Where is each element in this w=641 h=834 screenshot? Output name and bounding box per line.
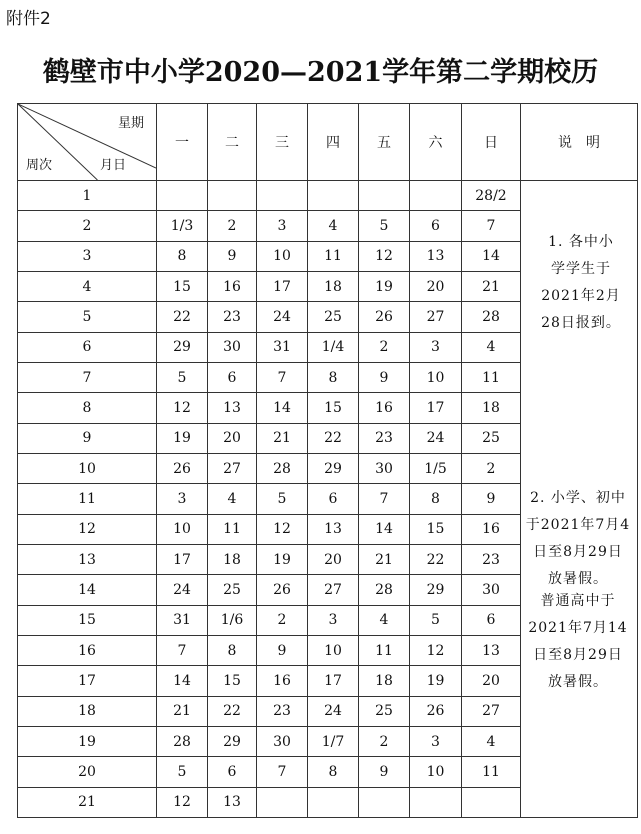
header-week-label: 周次: [26, 158, 53, 173]
date-cell: 7: [257, 757, 308, 787]
date-cell: [359, 787, 410, 817]
date-cell: 16: [462, 514, 521, 544]
date-cell: 6: [462, 605, 521, 635]
date-cell: 24: [410, 423, 462, 453]
date-cell: 14: [157, 666, 208, 696]
date-cell: 18: [208, 544, 257, 574]
week-number-cell: 3: [18, 241, 157, 271]
day-header-sun: 日: [462, 104, 521, 181]
note-summer-vacation-senior: [523, 588, 633, 696]
date-cell: 14: [359, 514, 410, 544]
day-header-tue: 二: [208, 104, 257, 181]
week-number-cell: 16: [18, 635, 157, 665]
page-title: 鹤壁市中小学2020—2021学年第二学期校历: [42, 57, 599, 88]
date-cell: 19: [157, 423, 208, 453]
day-header-sat: 六: [410, 104, 462, 181]
date-cell: 22: [410, 544, 462, 574]
week-number-cell: 18: [18, 696, 157, 726]
date-cell: 16: [257, 666, 308, 696]
diagonal-header-cell: [18, 104, 157, 181]
date-cell: 24: [308, 696, 359, 726]
date-cell: 17: [257, 271, 308, 301]
week-number-cell: 20: [18, 757, 157, 787]
date-cell: [359, 181, 410, 211]
date-cell: 2: [359, 726, 410, 756]
date-cell: 5: [359, 211, 410, 241]
date-cell: 4: [359, 605, 410, 635]
date-cell: [257, 787, 308, 817]
date-cell: 11: [208, 514, 257, 544]
date-cell: 25: [308, 302, 359, 332]
date-cell: 13: [208, 787, 257, 817]
date-cell: 8: [308, 757, 359, 787]
note-line: 28日报到。: [541, 315, 621, 331]
date-cell: [410, 181, 462, 211]
note-line: 1. 各中小: [548, 234, 614, 250]
date-cell: 31: [157, 605, 208, 635]
date-cell: 18: [359, 666, 410, 696]
date-cell: 31: [257, 332, 308, 362]
date-cell: 4: [208, 484, 257, 514]
date-cell: 3: [410, 332, 462, 362]
date-cell: 24: [257, 302, 308, 332]
date-cell: 12: [157, 393, 208, 423]
date-cell: 30: [257, 726, 308, 756]
date-cell: 26: [410, 696, 462, 726]
date-cell: 16: [359, 393, 410, 423]
date-cell: 5: [257, 484, 308, 514]
date-cell: 15: [308, 393, 359, 423]
week-number-cell: 8: [18, 393, 157, 423]
date-cell: [308, 787, 359, 817]
date-cell: 4: [462, 726, 521, 756]
date-cell: 11: [308, 241, 359, 271]
date-cell: 14: [462, 241, 521, 271]
date-cell: 12: [410, 635, 462, 665]
date-cell: 27: [308, 575, 359, 605]
week-number-cell: 6: [18, 332, 157, 362]
date-cell: [257, 181, 308, 211]
date-cell: 22: [308, 423, 359, 453]
date-cell: 25: [462, 423, 521, 453]
date-cell: 18: [462, 393, 521, 423]
date-cell: [208, 181, 257, 211]
day-header-mon: 一: [157, 104, 208, 181]
week-number-cell: 10: [18, 453, 157, 483]
date-cell: 23: [257, 696, 308, 726]
date-cell: 9: [462, 484, 521, 514]
date-cell: 27: [208, 453, 257, 483]
note-line: 于2021年7月4: [525, 517, 631, 533]
date-cell: 5: [157, 757, 208, 787]
date-cell: 20: [410, 271, 462, 301]
date-cell: 6: [308, 484, 359, 514]
date-cell: 1/7: [308, 726, 359, 756]
date-cell: 23: [462, 544, 521, 574]
date-cell: 10: [257, 241, 308, 271]
date-cell: 7: [359, 484, 410, 514]
date-cell: 6: [208, 757, 257, 787]
note-line: 放暑假。: [548, 674, 608, 690]
date-cell: 3: [257, 211, 308, 241]
date-cell: [157, 181, 208, 211]
date-cell: 30: [462, 575, 521, 605]
date-cell: 7: [257, 362, 308, 392]
date-cell: 11: [359, 635, 410, 665]
date-cell: 27: [410, 302, 462, 332]
date-cell: 3: [308, 605, 359, 635]
date-cell: 26: [257, 575, 308, 605]
date-cell: 10: [410, 757, 462, 787]
date-cell: 28/2: [462, 181, 521, 211]
date-cell: 7: [157, 635, 208, 665]
notes-header: 说 明: [521, 104, 638, 181]
date-cell: 22: [157, 302, 208, 332]
date-cell: 29: [208, 726, 257, 756]
date-cell: 5: [410, 605, 462, 635]
date-cell: 17: [157, 544, 208, 574]
date-cell: 2: [208, 211, 257, 241]
week-number-cell: 13: [18, 544, 157, 574]
date-cell: 10: [308, 635, 359, 665]
date-cell: 8: [208, 635, 257, 665]
date-cell: 18: [308, 271, 359, 301]
date-cell: 3: [157, 484, 208, 514]
date-cell: 15: [157, 271, 208, 301]
week-number-cell: 15: [18, 605, 157, 635]
week-number-cell: 5: [18, 302, 157, 332]
day-header-fri: 五: [359, 104, 410, 181]
date-cell: 12: [157, 787, 208, 817]
note-report-date: [529, 229, 633, 337]
date-cell: 15: [208, 666, 257, 696]
week-number-cell: 11: [18, 484, 157, 514]
date-cell: 28: [257, 453, 308, 483]
date-cell: 12: [257, 514, 308, 544]
date-cell: 10: [157, 514, 208, 544]
date-cell: [308, 181, 359, 211]
date-cell: 28: [462, 302, 521, 332]
date-cell: 25: [359, 696, 410, 726]
note-line: 普通高中于: [540, 593, 616, 609]
attachment-label: 附件2: [6, 9, 51, 29]
date-cell: 26: [157, 453, 208, 483]
date-cell: 30: [208, 332, 257, 362]
date-cell: 12: [359, 241, 410, 271]
date-cell: 9: [257, 635, 308, 665]
note-summer-vacation-primary-junior: [523, 485, 633, 593]
date-cell: 8: [157, 241, 208, 271]
date-cell: 9: [359, 362, 410, 392]
date-cell: 20: [208, 423, 257, 453]
date-cell: 21: [462, 271, 521, 301]
notes-cell: [521, 181, 638, 818]
note-line: 日至8月29日: [533, 647, 623, 663]
table-row: [18, 181, 638, 211]
date-cell: 28: [157, 726, 208, 756]
week-number-cell: 7: [18, 362, 157, 392]
date-cell: 10: [410, 362, 462, 392]
week-number-cell: 1: [18, 181, 157, 211]
date-cell: 1/3: [157, 211, 208, 241]
date-cell: 13: [208, 393, 257, 423]
date-cell: 19: [410, 666, 462, 696]
date-cell: 29: [410, 575, 462, 605]
date-cell: 20: [462, 666, 521, 696]
date-cell: 23: [359, 423, 410, 453]
date-cell: 6: [208, 362, 257, 392]
date-cell: 4: [308, 211, 359, 241]
date-cell: 13: [410, 241, 462, 271]
date-cell: 2: [359, 332, 410, 362]
date-cell: 8: [308, 362, 359, 392]
date-cell: 13: [462, 635, 521, 665]
date-cell: 20: [308, 544, 359, 574]
header-row: [18, 104, 638, 181]
date-cell: 28: [359, 575, 410, 605]
week-number-cell: 9: [18, 423, 157, 453]
date-cell: 7: [462, 211, 521, 241]
date-cell: 9: [208, 241, 257, 271]
week-number-cell: 14: [18, 575, 157, 605]
week-number-cell: 21: [18, 787, 157, 817]
week-number-cell: 2: [18, 211, 157, 241]
note-line: 学学生于: [551, 261, 611, 277]
header-weekday-label: 星期: [117, 116, 144, 131]
date-cell: 24: [157, 575, 208, 605]
day-header-thu: 四: [308, 104, 359, 181]
date-cell: 1/5: [410, 453, 462, 483]
date-cell: 21: [157, 696, 208, 726]
date-cell: 21: [359, 544, 410, 574]
date-cell: 11: [462, 362, 521, 392]
week-number-cell: 17: [18, 666, 157, 696]
date-cell: 15: [410, 514, 462, 544]
date-cell: 27: [462, 696, 521, 726]
header-date-label: 月日: [99, 158, 126, 173]
note-line: 放暑假。: [548, 571, 608, 587]
date-cell: 5: [157, 362, 208, 392]
date-cell: 13: [308, 514, 359, 544]
note-line: 2021年2月: [541, 288, 621, 304]
date-cell: 1/4: [308, 332, 359, 362]
date-cell: 16: [208, 271, 257, 301]
date-cell: 2: [257, 605, 308, 635]
date-cell: 2: [462, 453, 521, 483]
note-line: 日至8月29日: [533, 544, 623, 560]
date-cell: 21: [257, 423, 308, 453]
date-cell: 17: [410, 393, 462, 423]
date-cell: [462, 787, 521, 817]
date-cell: 29: [308, 453, 359, 483]
date-cell: 6: [410, 211, 462, 241]
date-cell: 17: [308, 666, 359, 696]
day-header-wed: 三: [257, 104, 308, 181]
date-cell: 8: [410, 484, 462, 514]
date-cell: 30: [359, 453, 410, 483]
date-cell: 23: [208, 302, 257, 332]
date-cell: 4: [462, 332, 521, 362]
date-cell: 14: [257, 393, 308, 423]
date-cell: 9: [359, 757, 410, 787]
note-line: 2. 小学、初中: [530, 490, 626, 506]
week-number-cell: 19: [18, 726, 157, 756]
school-calendar-table: [17, 103, 638, 818]
date-cell: 25: [208, 575, 257, 605]
date-cell: 29: [157, 332, 208, 362]
week-number-cell: 4: [18, 271, 157, 301]
date-cell: 22: [208, 696, 257, 726]
date-cell: 26: [359, 302, 410, 332]
date-cell: 3: [410, 726, 462, 756]
date-cell: 19: [359, 271, 410, 301]
date-cell: 11: [462, 757, 521, 787]
note-line: 2021年7月14: [528, 620, 628, 636]
date-cell: [410, 787, 462, 817]
date-cell: 1/6: [208, 605, 257, 635]
week-number-cell: 12: [18, 514, 157, 544]
date-cell: 19: [257, 544, 308, 574]
